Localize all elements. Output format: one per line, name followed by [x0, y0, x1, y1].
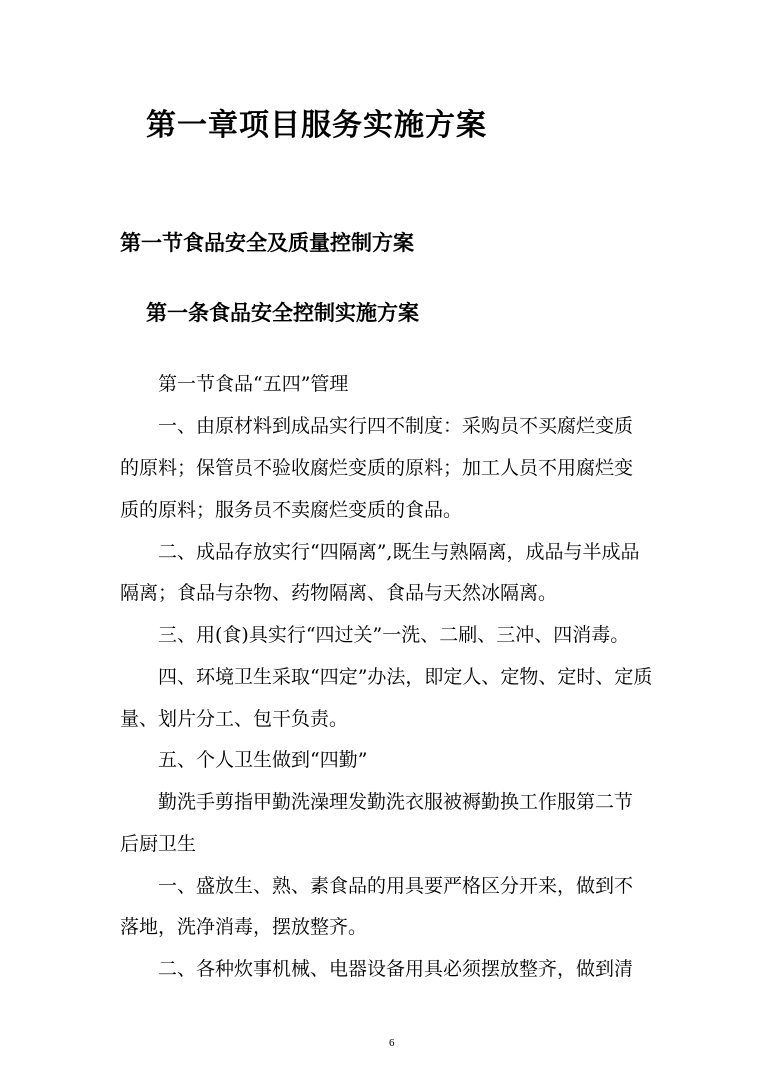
body-line: 二、成品存放实行“四隔离”,既生与熟隔离，成品与半成品	[158, 541, 640, 563]
body-line: 落地，洗净消毒，摆放整齐。	[120, 916, 368, 938]
body-line: 隔离；食品与杂物、药物隔离、食品与天然冰隔离。	[120, 582, 558, 604]
body-line: 二、各种炊事机械、电器设备用具必须摆放整齐，做到清	[158, 958, 634, 980]
body-line: 量、划片分工、包干负责。	[120, 708, 349, 730]
body-line: 一、盛放生、熟、素食品的用具要严格区分开来，做到不	[158, 875, 634, 897]
body-line: 后厨卫生	[120, 833, 197, 855]
body-line: 第一节食品“五四”管理	[158, 373, 349, 395]
article-title: 第一条食品安全控制实施方案	[146, 300, 419, 325]
body-line: 的原料；保管员不验收腐烂变质的原料；加工人员不用腐烂变	[120, 457, 634, 479]
chapter-title: 第一章项目服务实施方案	[146, 108, 487, 143]
body-line: 质的原料；服务员不卖腐烂变质的食品。	[120, 499, 463, 521]
body-line: 勤洗手剪指甲勤洗澡理发勤洗衣服被褥勤换工作服第二节	[158, 791, 634, 813]
body-line: 四、环境卫生采取“四定”办法，即定人、定物、定时、定质	[158, 666, 653, 688]
section-title: 第一节食品安全及质量控制方案	[120, 230, 414, 255]
page-number: 6	[389, 1037, 395, 1049]
body-line: 五、个人卫生做到“四勤”	[158, 749, 368, 771]
body-line: 三、用(食)具实行“四过关”一洗、二刷、三冲、四消毒。	[158, 624, 630, 646]
body-line: 一、由原材料到成品实行四不制度：采购员不买腐烂变质	[158, 415, 634, 437]
